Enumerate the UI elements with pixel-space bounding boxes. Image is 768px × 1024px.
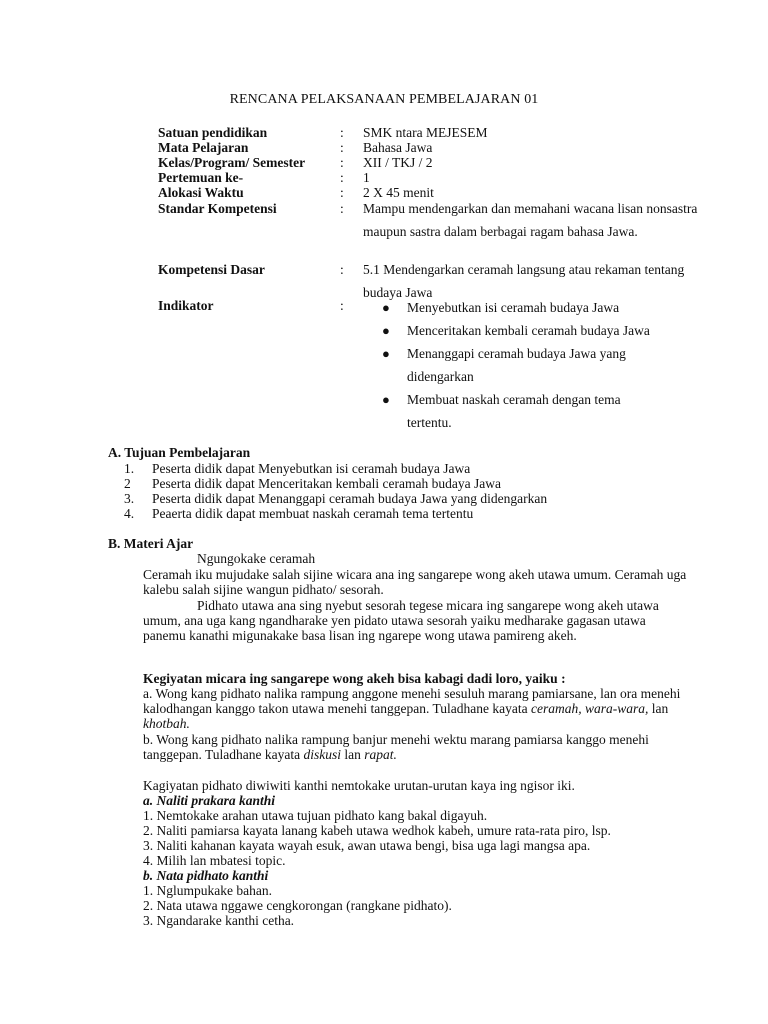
label-indikator: Indikator [158, 298, 214, 313]
list-item: 1. Nglumpukake bahan. [143, 883, 272, 898]
label-kompetensi-dasar: Kompetensi Dasar [158, 262, 265, 277]
materi-paragraph-1: Ceramah iku mujudake salah sijine wicara ana ing sangarepe wong akeh utawa umum. Ceramah uga kalebu salah sijine wangun pidhato/ sesorah. [143, 567, 687, 597]
kegiyatan-section [143, 671, 688, 686]
colon: : [340, 155, 344, 170]
bullet-icon: ● [382, 300, 390, 315]
kegiyatan-heading: Kegiyatan micara ing sangarepe wong akeh bisa kabagi dadi loro, yaiku : [143, 671, 566, 686]
value-alokasi-waktu: 2 X 45 menit [363, 185, 434, 200]
colon: : [340, 201, 344, 216]
list-item: 3. Naliti kahanan kayata wayah esuk, awan utawa bengi, bisa uga lagi mangsa apa. [143, 838, 591, 853]
colon: : [340, 298, 344, 313]
section-a-heading: A. Tujuan Pembelajaran [108, 445, 251, 460]
urutan-section [143, 778, 688, 928]
list-item: 4. Peaerta didik dapat membuat naskah ceramah tema tertentu [124, 506, 474, 521]
list-item: 2. Naliti pamiarsa kayata lanang kabeh utawa wedhok kabeh, umure rata-rata piro, lsp. [143, 823, 611, 838]
section-b-heading: B. Materi Ajar [108, 536, 194, 551]
colon: : [340, 170, 344, 185]
label-pertemuan: Pertemuan ke- [158, 170, 244, 185]
colon: : [340, 185, 344, 200]
bullet-icon: ● [382, 392, 390, 407]
value-kompetensi-dasar: 5.1 Mendengarkan ceramah langsung atau rekaman tentang budaya Jawa [363, 262, 685, 300]
label-mata-pelajaran: Mata Pelajaran [158, 140, 249, 155]
indikator-list [380, 296, 700, 434]
tujuan-list [108, 461, 668, 521]
sub-a-heading: a. Naliti prakara kanthi [143, 793, 276, 808]
list-item: 3. Ngandarake kanthi cetha. [143, 913, 295, 928]
sub-b-heading: b. Nata pidhato kanthi [143, 868, 269, 883]
list-item: ● Menyebutkan isi ceramah budaya Jawa [380, 296, 700, 319]
bullet-icon: ● [382, 346, 390, 361]
colon: : [340, 262, 344, 277]
value-kelas-program-semester: XII / TKJ / 2 [363, 155, 433, 170]
list-item: 2. Nata utawa nggawe cengkorongan (rangkane pidhato). [143, 898, 452, 913]
colon: : [340, 140, 344, 155]
list-item: 1. Peserta didik dapat Menyebutkan isi ceramah budaya Jawa [124, 461, 471, 476]
label-satuan-pendidikan: Satuan pendidikan [158, 125, 268, 140]
list-item: 2 Peserta didik dapat Menceritakan kembali ceramah budaya Jawa [124, 476, 501, 491]
urutan-intro: Kagiyatan pidhato diwiwiti kanthi nemtokake urutan-urutan kaya ing ngisor iki. [143, 778, 575, 793]
kegiyatan-a: a. Wong kang pidhato nalika rampung anggone menehi sesuluh marang pamiarsane, lan ora menehi kalodhangan kanggo takon utawa menehi tanggepan. Tuladhane kayata ceramah, wara-wara, lan khotbah. [143, 686, 681, 731]
bullet-icon: ● [382, 323, 390, 338]
document-title: RENCANA PELAKSANAAN PEMBELAJARAN 01 [229, 92, 539, 107]
label-alokasi-waktu: Alokasi Waktu [158, 185, 244, 200]
list-item: ● Membuat naskah ceramah dengan tema tertentu. [380, 388, 667, 434]
list-item: 1. Nemtokake arahan utawa tujuan pidhato kang bakal digayuh. [143, 808, 488, 823]
materi-subtitle: Ngungokake ceramah [197, 551, 316, 566]
list-item: ● Menanggapi ceramah budaya Jawa yang didengarkan [380, 342, 667, 388]
label-standar-kompetensi: Standar Kompetensi [158, 201, 277, 216]
list-item: 3. Peserta didik dapat Menanggapi ceramah budaya Jawa yang didengarkan [124, 491, 548, 506]
list-item: ● Menceritakan kembali ceramah budaya Jawa [380, 319, 700, 342]
value-standar-kompetensi: Mampu mendengarkan dan memahani wacana lisan nonsastra maupun sastra dalam berbagai ragam bahasa Jawa. [363, 201, 698, 239]
value-mata-pelajaran: Bahasa Jawa [363, 140, 433, 155]
list-item: 4. Milih lan mbatesi topic. [143, 853, 286, 868]
value-pertemuan: 1 [363, 170, 370, 185]
kegiyatan-b: b. Wong kang pidhato nalika rampung banjur menehi wektu marang pamiarsa kanggo menehi tanggepan. Tuladhane kayata diskusi lan rapat. [143, 732, 649, 762]
colon: : [340, 125, 344, 140]
materi-paragraph-2: Pidhato utawa ana sing nyebut sesorah tegese micara ing sangarepe wong akeh utawa umum, ana uga kang ngandharake yen pidato utawa sesorah yaiku medharake gagasan utawa panemu kanathi migunakake basa lisan ing ngarepe wong utawa pamireng akeh. [143, 598, 659, 643]
label-kelas-program-semester: Kelas/Program/ Semester [158, 155, 306, 170]
value-satuan-pendidikan: SMK ntara MEJESEM [363, 125, 488, 140]
